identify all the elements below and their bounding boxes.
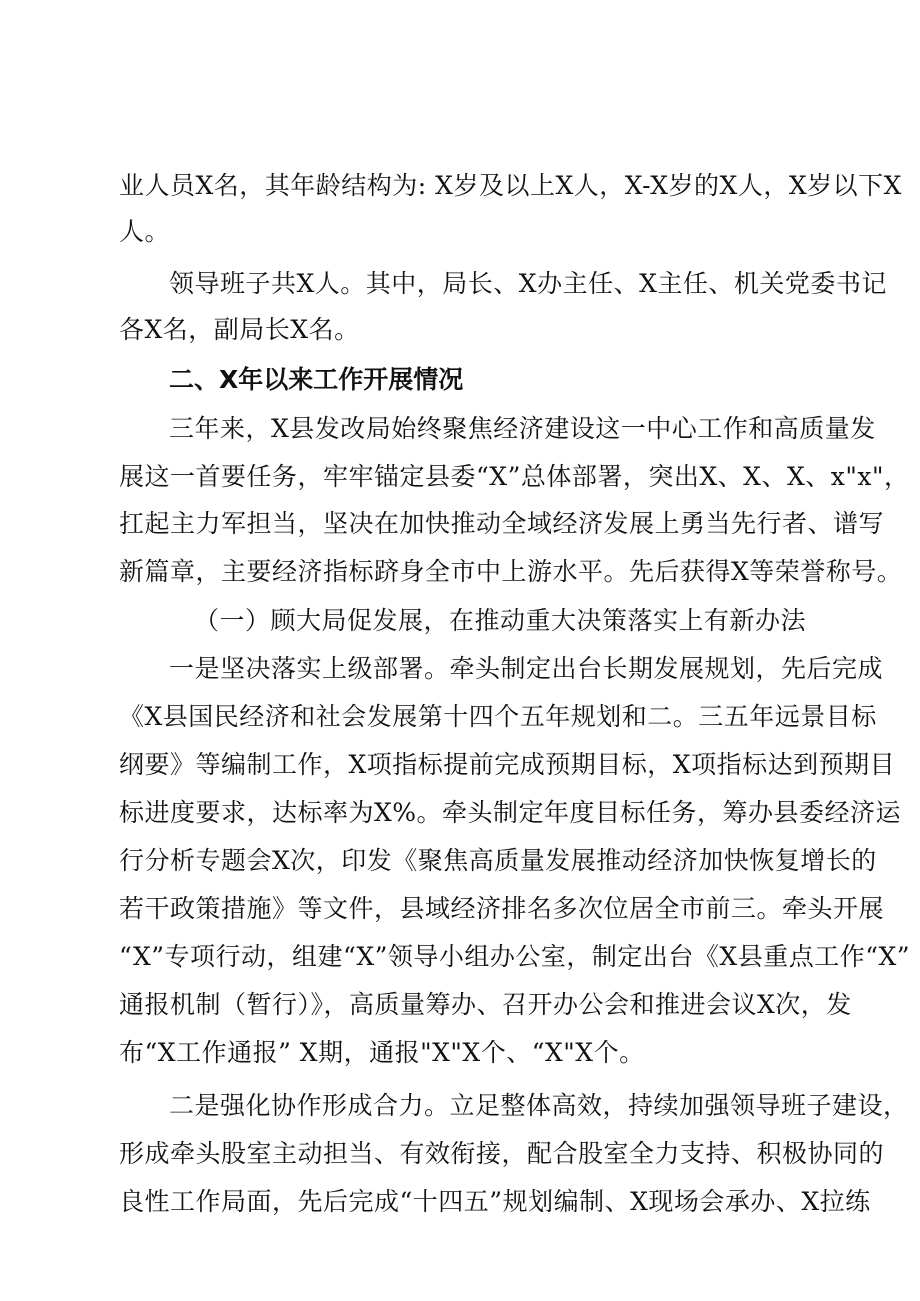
paragraph-line: 各X名，副局长X名。	[119, 315, 360, 344]
paragraph-line: 扛起主力军担当，坚决在加快推动全域经济发展上勇当先行者、谱写	[119, 509, 885, 538]
paragraph-line: 《X县国民经济和社会发展第十四个五年规划和二。三五年远景目标	[119, 702, 877, 731]
paragraph-line: 布“X工作通报” X期，通报"X"X个、“X"X个。	[119, 1038, 645, 1067]
section-heading: 二、X年以来工作开展情况	[169, 365, 464, 394]
paragraph-line: 标进度要求，达标率为X%。牵头制定年度目标任务，筹办县委经济运	[119, 798, 902, 827]
paragraph-line: 良性工作局面，先后完成“十四五”规划编制、X现场会承办、X拉练	[119, 1187, 871, 1216]
paragraph-line: 形成牵头股室主动担当、有效衔接，配合股室全力支持、积极协同的	[119, 1139, 885, 1168]
paragraph-line: 业人员X名，其年龄结构为: X岁及以上X人，X-X岁的X人，X岁以下X	[119, 171, 902, 200]
paragraph-line: 纲要》等编制工作，X项指标提前完成预期目标，X项指标达到预期目	[119, 750, 896, 779]
subsection-heading: （一）顾大局促发展，在推动重大决策落实上有新办法	[194, 606, 807, 635]
paragraph-line: 新篇章，主要经济指标跻身全市中上游水平。先后获得X等荣誉称号。	[119, 557, 903, 586]
paragraph-line: 通报机制（暂行）》，高质量筹办、召开办公会和推进会议X次，发	[119, 990, 852, 1019]
paragraph-line: 一是坚决落实上级部署。牵头制定出台长期发展规划，先后完成	[169, 654, 884, 683]
paragraph-line: 人。	[119, 217, 171, 246]
paragraph-line: 行分析专题会X次，印发《聚焦高质量发展推动经济加快恢复增长的	[119, 846, 877, 875]
paragraph-line: 若干政策措施》等文件，县域经济排名多次位居全市前三。牵头开展	[119, 894, 885, 923]
paragraph-line: 三年来，X县发改局始终聚焦经济建设这一中心工作和高质量发	[169, 414, 876, 443]
paragraph-line: “X”专项行动，组建“X”领导小组办公室，制定出台《X县重点工作“X”	[119, 942, 911, 971]
paragraph-line: 展这一首要任务，牢牢锚定县委“X”总体部署，突出X、X、X、x"x"，	[119, 462, 910, 491]
paragraph-line: 二是强化协作形成合力。立足整体高效，持续加强领导班子建设，	[169, 1091, 909, 1120]
paragraph-line: 领导班子共X人。其中，局长、X办主任、X主任、机关党委书记	[169, 269, 887, 298]
